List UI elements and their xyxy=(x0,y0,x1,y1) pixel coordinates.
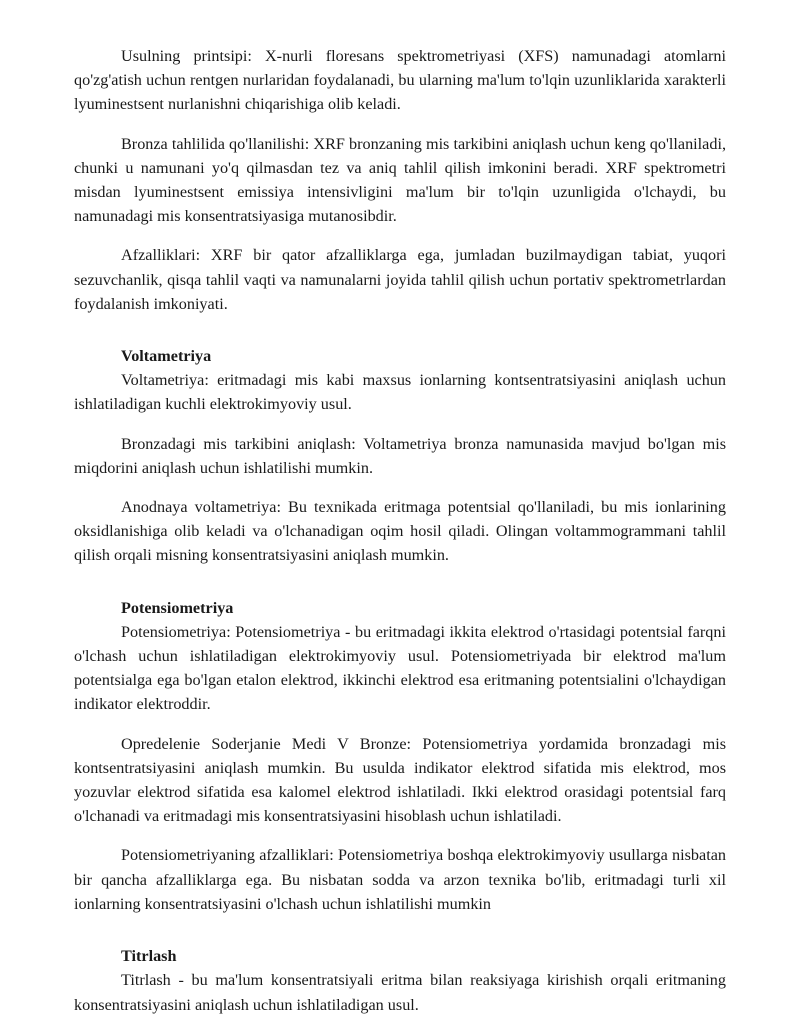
titrlash-definition-paragraph: Titrlash - bu ma'lum konsentratsiyali eritma bilan reaksiyaga kirishish orqali eritmaning konsentratsiyasini aniqlash uchun ishlatiladigan usul. xyxy=(74,971,726,1014)
anodnaya-voltametriya-paragraph: Anodnaya voltametriya: Bu texnikada eritmaga potentsial qo'llaniladi, bu mis ionlarining oksidlanishiga olib keladi va o'lchanadigan oqim hosil qiladi. Olingan voltammogrammani tahlil qilish orqali misning konsentratsiyasini aniqlash mumkin. xyxy=(74,498,726,565)
xfs-bronze-application-paragraph: Bronza tahlilida qo'llanilishi: XRF bronzaning mis tarkibini aniqlash uchun keng qo'llaniladi, chunki u namunani yo'q qilmasdan tez va aniq tahlil qilish imkonini beradi. XRF spektrometri misdan lyuminestsent emissiya intensivligini ma'lum bir to'lqin uzunligida o'lchaydi, bu namunadagi mis konsentratsiyasiga mutanosibdir. xyxy=(74,134,726,226)
xfs-principle-paragraph: Usulning printsipi: X-nurli floresans spektrometriyasi (XFS) namunadagi atomlarni qo'zg'atish uchun rentgen nurlaridan foydalanadi, bu ularning ma'lum to'lqin uzunliklarida xarakterli lyuminestsent nurlanishni chiqarishiga olib keladi. xyxy=(74,47,726,114)
potensiometriya-definition-paragraph: Potensiometriya: Potensiometriya - bu eritmadagi ikkita elektrod o'rtasidagi potentsial farqni o'lchash uchun ishlatiladigan elektrokimyoviy usul. Potensiometriyada bir elektrod ma'lum potentsialga ega bo'lgan etalon elektrod, ikkinchi elektrod esa eritmaning potentsialini o'lchaydigan indikator elektroddir. xyxy=(74,622,726,714)
potensiometriya-advantages-paragraph: Potensiometriyaning afzalliklari: Potensiometriya boshqa elektrokimyoviy usullarga nisbatan bir qancha afzalliklarga ega. Bu nisbatan sodda va arzon texnika bo'lib, eritmadagi turli xil ionlarning konsentratsiyasini o'lchash uchun ishlatilishi mumkin xyxy=(74,846,726,913)
voltametriya-bronze-paragraph: Bronzadagi mis tarkibini aniqlash: Voltametriya bronza namunasida mavjud bo'lgan mis miqdorini aniqlash uchun ishlatilishi mumkin. xyxy=(74,434,726,477)
titrlash-heading: Titrlash xyxy=(121,947,177,966)
voltametriya-heading: Voltametriya xyxy=(121,347,212,366)
voltametriya-definition-paragraph: Voltametriya: eritmadagi mis kabi maxsus ionlarning kontsentratsiyasini aniqlash uchun ishlatiladigan kuchli elektrokimyoviy usul. xyxy=(74,371,726,414)
document-page xyxy=(74,44,726,1017)
potensiometriya-heading: Potensiometriya xyxy=(121,598,234,617)
potensiometriya-bronze-paragraph: Opredelenie Soderjanie Medi V Bronze: Potensiometriya yordamida bronzadagi mis kontsentratsiyasini aniqlash mumkin. Bu usulda indikator elektrod sifatida mis elektrod, mos yozuvlar elektrod sifatida esa kalomel elektrod ishlatiladi. Ikki elektrod orasidagi potentsial farq o'lchanadi va eritmadagi mis konsentratsiyasini hisoblash uchun ishlatiladi. xyxy=(74,734,726,826)
xfs-advantages-paragraph: Afzalliklari: XRF bir qator afzalliklarga ega, jumladan buzilmaydigan tabiat, yuqori sezuvchanlik, qisqa tahlil vaqti va namunalarni joyida tahlil qilish uchun portativ spektrometrlardan foydalanish imkoniyati. xyxy=(74,246,726,313)
